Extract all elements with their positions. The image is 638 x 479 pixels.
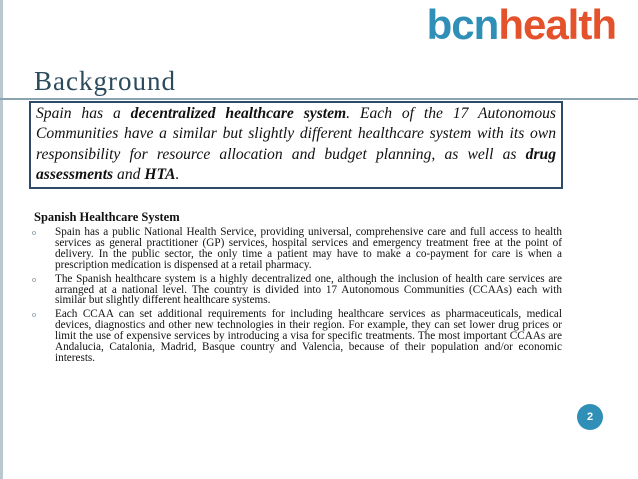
callout-text-3: and [113, 165, 145, 183]
bullet-list [32, 227, 562, 367]
page-number-badge: 2 [577, 404, 603, 430]
slide-title: Background [34, 66, 176, 96]
bullet-text: Each CCAA can set additional requirements for including healthcare services as pharmaceuticals, medical devices, diagnostics and other new technologies in their region. For example, they can set lower drug prices or limit the use of expensive services by introducing a visa for specific treatments. The most important CCAAs are Andalucia, Catalonia, Madrid, Basque country and Valencia, because of their population and/or economic interests. [55, 308, 562, 364]
title-divider [0, 98, 638, 100]
bcnhealth-logo [426, 1, 616, 48]
bullet-circle-icon: o [32, 228, 36, 237]
callout-emphasis-decentralized: decentralized healthcare system [130, 105, 347, 122]
bullet-item [32, 227, 562, 271]
bullet-item [32, 274, 562, 307]
callout-emphasis-hta: HTA [144, 165, 176, 183]
callout-text-1: Spain has a [36, 105, 131, 122]
callout-text-2: . Each of the 17 Autonomous Communities have a similar but slightly different healthcare system with its own responsibility for resource allocation and budget planning, as well as [36, 105, 556, 163]
summary-callout-box [29, 101, 563, 189]
bullet-circle-icon: o [32, 310, 36, 320]
callout-emphasis-drug-assessments: drug assessments [36, 145, 556, 183]
slide-left-border [0, 0, 3, 479]
section-heading: Spanish Healthcare System [34, 210, 180, 224]
logo-bcn: bcn [426, 1, 499, 48]
bullet-text: The Spanish healthcare system is a highly decentralized one, although the inclusion of health care services are arranged at a national level. The country is divided into 17 Autonomous Communities (CCAAs) each with similar but slightly different healthcare systems. [55, 272, 562, 307]
bullet-circle-icon: o [32, 274, 36, 284]
logo-health: health [498, 1, 616, 48]
bullet-text: Spain has a public National Health Service, providing universal, comprehensive care and full access to health services as general practitioner (GP) services, hospital services and emergency treatment free at the point of delivery. In the public sector, the only time a patient may have to make a co-payment for care is when a prescription medication is dispensed at a retail pharmacy. [55, 226, 562, 271]
bullet-item [32, 309, 562, 364]
callout-text-4: . [175, 165, 180, 183]
